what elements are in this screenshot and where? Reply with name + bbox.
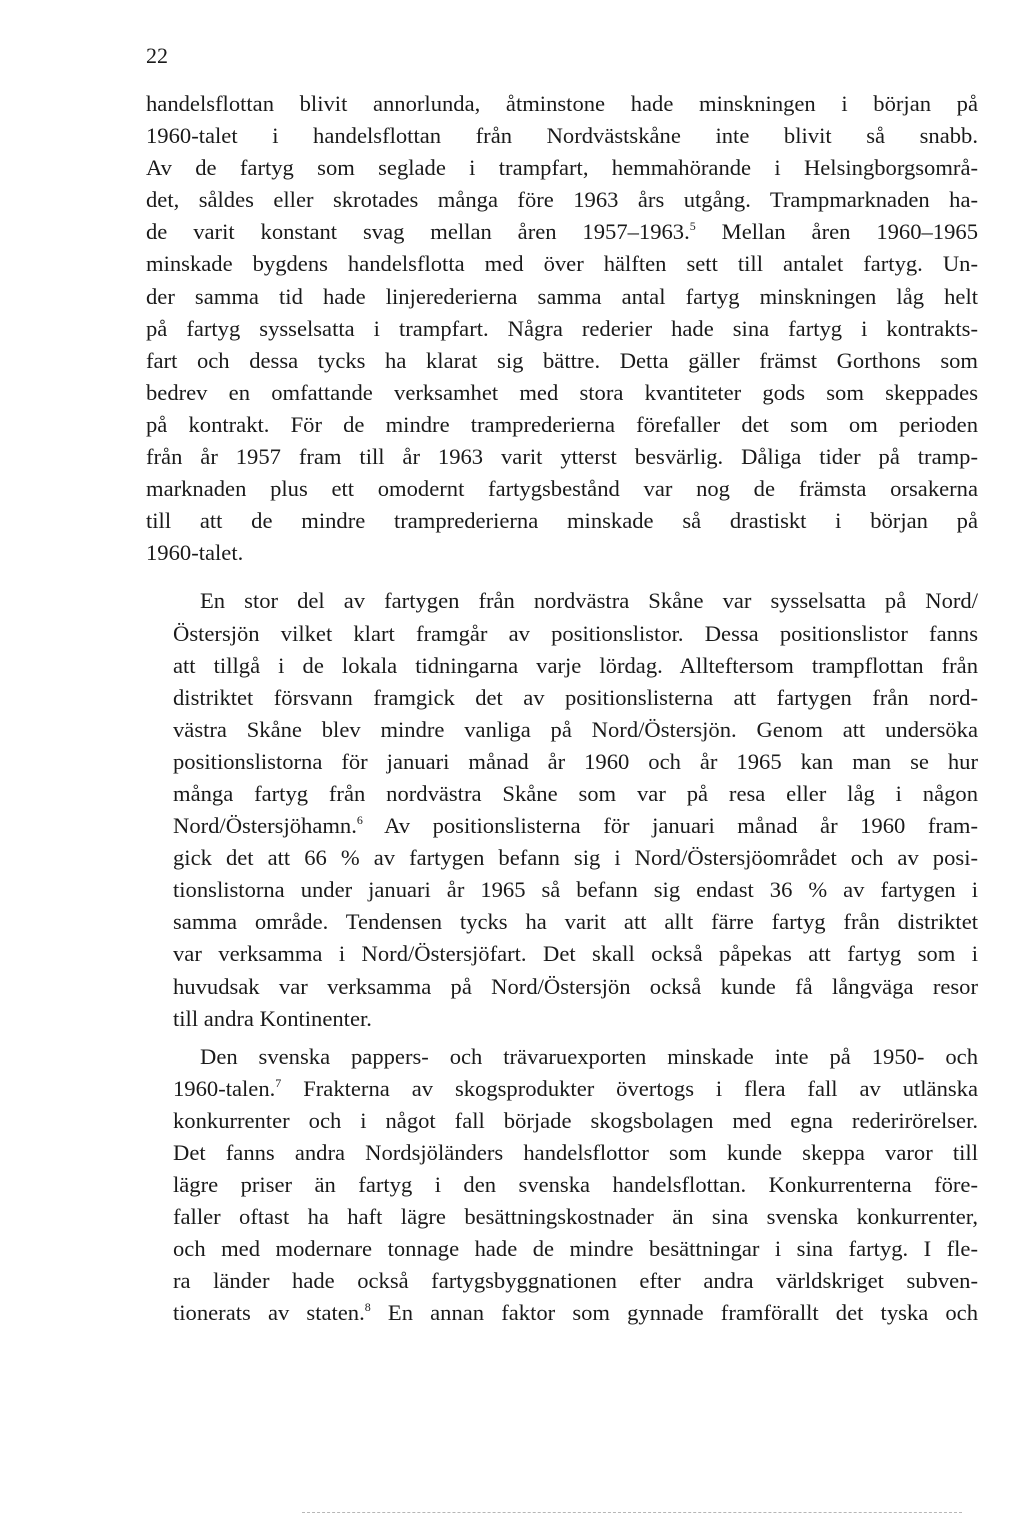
- text-line: distriktet försvann framgick det av positionslisterna att fartygen från nord-: [173, 684, 978, 710]
- body-text: [146, 88, 978, 1330]
- text-line: fart och dessa tycks ha klarat sig bättre. Detta gäller främst Gorthons som: [146, 347, 978, 373]
- text-line: från år 1957 fram till år 1963 varit ytterst besvärlig. Dåliga tider på tramp-: [146, 444, 978, 470]
- text-line: konkurrenter och i något fall började skogsbolagen med egna rederirörelser.: [173, 1107, 978, 1133]
- text-line: 1960-talet i handelsflottan från Nordvästskåne inte blivit så snabb.: [146, 123, 978, 149]
- text-line: positionslistorna för januari månad år 1960 och år 1965 kan man se hur: [173, 748, 978, 774]
- text-line: det, såldes eller skrotades många före 1963 års utgång. Trampmarknaden ha-: [146, 187, 978, 213]
- text-line: 1960-talet.: [146, 540, 244, 566]
- text-segment: Frakterna av skogsprodukter övertogs i flera fall av utlänska: [281, 1075, 978, 1101]
- footnote-marker: 7: [275, 1075, 282, 1090]
- text-line: [146, 1297, 978, 1329]
- footnote-marker: 8: [364, 1300, 371, 1315]
- footnote-marker: 5: [689, 219, 696, 234]
- text-line: till att de mindre tramprederierna minskade så drastiskt i början på: [146, 508, 978, 534]
- text-line: många fartyg från nordvästra Skåne som var på resa eller låg i någon: [173, 780, 978, 806]
- page-number: 22: [146, 43, 168, 68]
- text-line: gick det att 66 % av fartygen befann sig i Nord/Östersjöområdet och av posi-: [173, 845, 978, 871]
- text-line: ra länder hade också fartygsbyggnationen efter andra världskriget subven-: [173, 1268, 978, 1294]
- text-line: samma område. Tendensen tycks ha varit att allt färre fartyg från distriktet: [173, 909, 978, 935]
- text-line: Östersjön vilket klart framgår av positionslistor. Dessa positionslistor fanns: [173, 620, 978, 646]
- footnote-marker: 6: [356, 813, 363, 828]
- text-segment: Av positionslisterna för januari månad år 1960 fram-: [362, 813, 978, 839]
- text-line: marknaden plus ett omodernt fartygsbestånd var nog de främsta orsakerna: [146, 476, 978, 502]
- text-line: Av de fartyg som seglade i trampfart, hemmahörande i Helsingborgsområ-: [146, 155, 978, 181]
- text-line: minskade bygdens handelsflotta med över hälften sett till antalet fartyg. Un-: [146, 251, 978, 277]
- text-line: och med modernare tonnage hade de mindre besättningar i sina fartyg. I fle-: [173, 1236, 978, 1262]
- text-line: på kontrakt. För de mindre tramprederierna förefaller det som om perioden: [146, 411, 978, 437]
- text-line: [146, 1073, 978, 1105]
- text-line: [146, 216, 978, 248]
- text-segment: Nord/Östersjöhamn.: [173, 813, 357, 839]
- text-line: Den svenska pappers- och trävaruexporten minskade inte på 1950- och: [200, 1043, 978, 1069]
- text-line: bedrev en omfattande verksamhet med stora kvantiteter gods som skeppades: [146, 379, 978, 405]
- text-segment: tionerats av staten.: [173, 1300, 365, 1326]
- text-line: västra Skåne blev mindre vanliga på Nord/Östersjön. Genom att undersöka: [173, 716, 978, 742]
- paragraph-1: [146, 88, 978, 569]
- text-line: huvudsak var verksamma på Nord/Östersjön också kunde få långväga resor: [173, 973, 978, 999]
- footnote-divider: [302, 1512, 962, 1513]
- text-segment: de varit konstant svag mellan åren 1957–1963.: [146, 219, 690, 245]
- text-line: till andra Kontinenter.: [173, 1005, 372, 1031]
- text-line: handelsflottan blivit annorlunda, åtminstone hade minskningen i början på: [146, 91, 978, 116]
- text-line: att tillgå i de lokala tidningarna varje lördag. Allteftersom trampflottan från: [173, 652, 978, 678]
- text-line: Det fanns andra Nordsjöländers handelsflottor som kunde skeppa varor till: [173, 1140, 978, 1165]
- text-line: tionslistorna under januari år 1965 så befann sig endast 36 % av fartygen i: [173, 877, 978, 903]
- text-segment: 1960-talen.: [173, 1075, 276, 1101]
- text-line: på fartyg sysselsatta i trampfart. Några rederier hade sina fartyg i kontrakts-: [146, 315, 978, 341]
- text-line: var verksamma i Nord/Östersjöfart. Det skall också påpekas att fartyg som i: [173, 941, 978, 967]
- text-segment: Mellan åren 1960–1965: [695, 219, 978, 245]
- text-line: lägre priser än fartyg i den svenska handelsflottan. Konkurrenterna före-: [173, 1172, 978, 1198]
- text-line: En stor del av fartygen från nordvästra Skåne var sysselsatta på Nord/: [200, 588, 978, 614]
- text-line: [146, 810, 978, 842]
- text-line: der samma tid hade linjerederierna samma antal fartyg minskningen låg helt: [146, 283, 978, 309]
- text-line: faller oftast ha haft lägre besättningskostnader än sina svenska konkurrenter,: [173, 1204, 978, 1230]
- paragraph-3: [146, 1041, 978, 1330]
- paragraph-2: [146, 585, 978, 1034]
- text-segment: En annan faktor som gynnade framförallt det tyska och: [370, 1300, 978, 1326]
